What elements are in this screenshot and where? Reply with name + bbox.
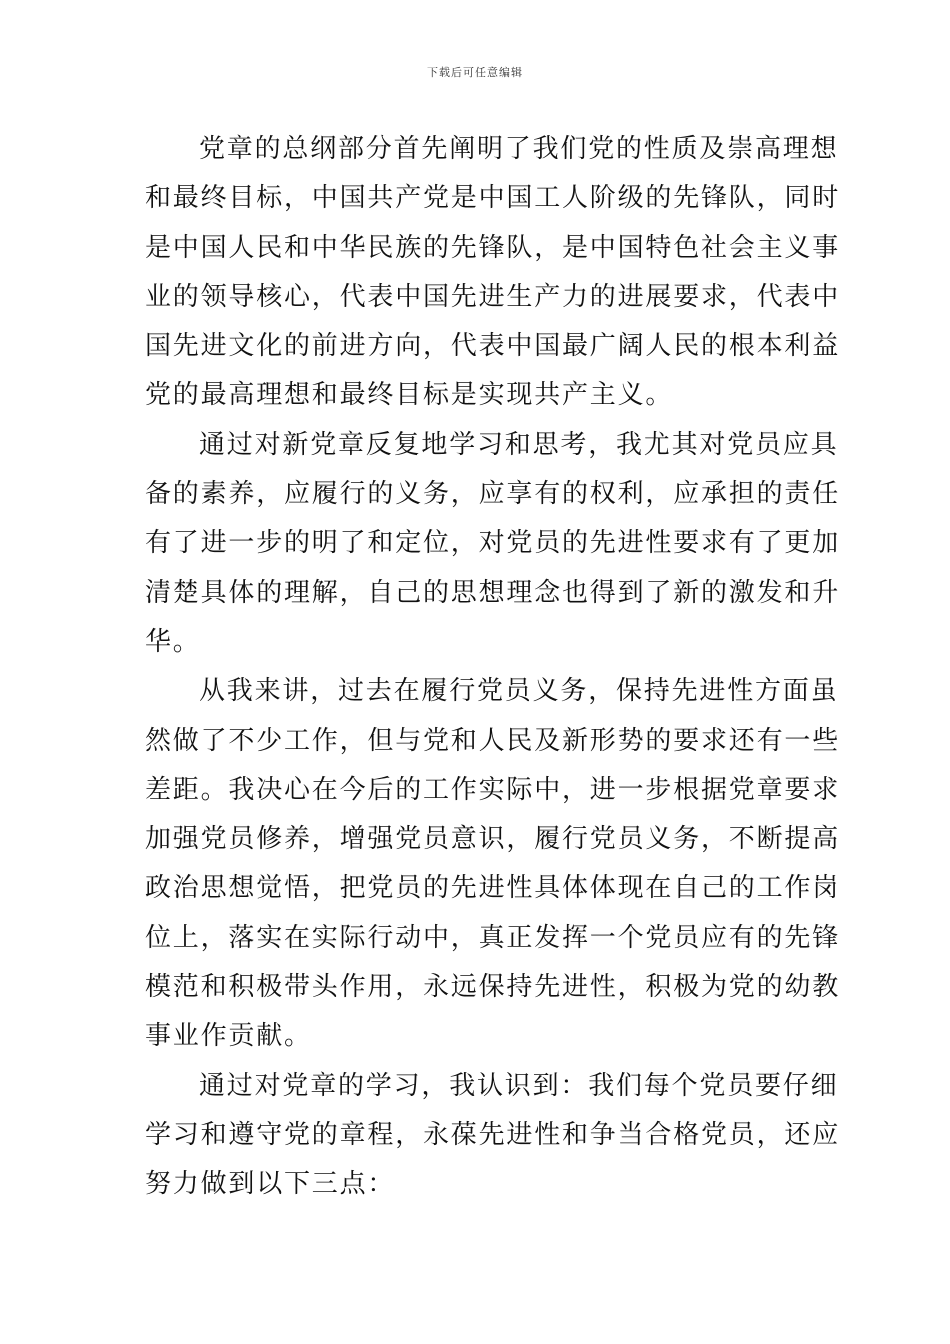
body-text — [145, 125, 841, 1210]
header-note: 下载后可任意编辑 — [427, 66, 523, 79]
paragraph-3 — [145, 667, 841, 1061]
text-line: 通过对党章的学习，我认识到：我们每个党员要仔细 — [199, 1070, 839, 1101]
text-line: 努力做到以下三点： — [145, 1169, 396, 1200]
text-line: 差距。我决心在今后的工作实际中，进一步根据党章要求 — [145, 774, 841, 805]
text-line: 党章的总纲部分首先阐明了我们党的性质及崇高理想 — [199, 134, 839, 164]
text-line: 从我来讲，过去在履行党员义务，保持先进性方面虽 — [199, 676, 839, 707]
text-line: 华。 — [145, 626, 201, 657]
text-line: 和最终目标，中国共产党是中国工人阶级的先锋队，同时 — [145, 183, 841, 214]
text-line: 备的素养，应履行的义务，应享有的权利，应承担的责任 — [145, 479, 841, 510]
text-line: 模范和积极带头作用，永远保持先进性，积极为党的幼教 — [145, 972, 841, 1003]
text-line: 然做了不少工作，但与党和人民及新形势的要求还有一些 — [145, 725, 841, 756]
text-line: 党的最高理想和最终目标是实现共产主义。 — [145, 380, 674, 411]
paragraph-4 — [145, 1062, 841, 1210]
paragraph-2 — [145, 421, 841, 667]
text-line: 加强党员修养，增强党员意识，履行党员义务，不断提高 — [145, 824, 841, 855]
text-line: 事业作贡献。 — [145, 1021, 312, 1052]
text-line: 业的领导核心，代表中国先进生产力的进展要求，代表中 — [145, 281, 841, 312]
text-line: 位上，落实在实际行动中，真正发挥一个党员应有的先锋 — [145, 922, 841, 953]
paragraph-1 — [145, 125, 841, 421]
text-line: 学习和遵守党的章程，永葆先进性和争当合格党员，还应 — [145, 1119, 841, 1150]
text-line: 是中国人民和中华民族的先锋队，是中国特色社会主义事 — [145, 232, 841, 263]
text-line: 国先进文化的前进方向，代表中国最广阔人民的根本利益 — [145, 331, 841, 362]
text-line: 政治思想觉悟，把党员的先进性具体体现在自己的工作岗 — [145, 873, 841, 904]
text-line: 通过对新党章反复地学习和思考，我尤其对党员应具 — [199, 429, 839, 460]
text-line: 清楚具体的理解，自己的思想理念也得到了新的激发和升 — [145, 577, 841, 608]
text-line: 有了进一步的明了和定位，对党员的先进性要求有了更加 — [145, 528, 841, 559]
